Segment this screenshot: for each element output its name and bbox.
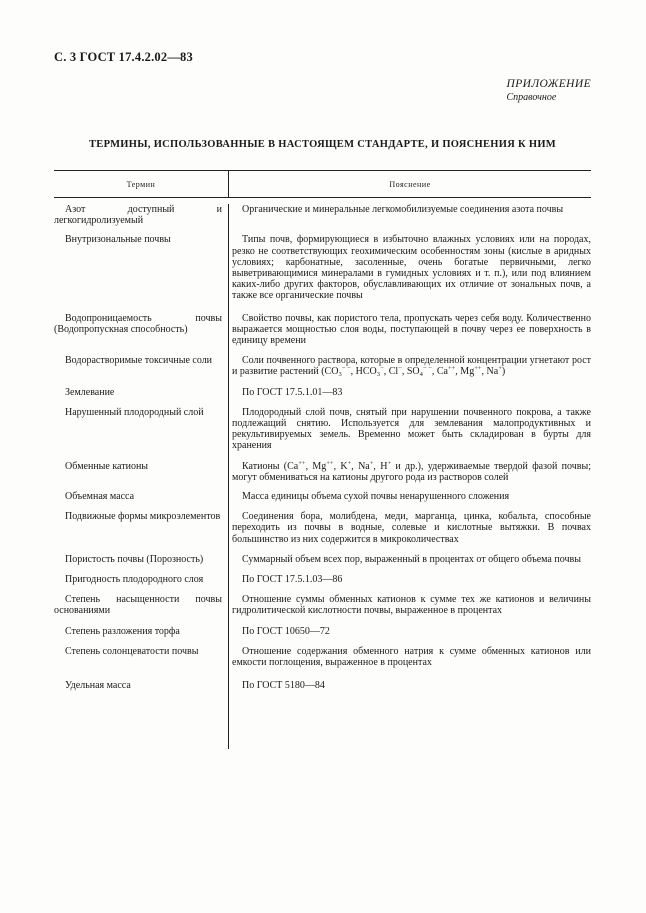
description-cell: Суммарный объем всех пор, выраженный в процентах от общего объема почвы	[242, 553, 581, 565]
term-cell: Землевание	[65, 386, 115, 398]
table-row	[54, 511, 591, 545]
table-row	[54, 204, 591, 226]
column-header-description: Пояснение	[389, 179, 431, 189]
appendix-label	[507, 78, 591, 104]
table-row	[54, 646, 591, 668]
term-cell: Степень насыщенности почвы основаниями	[54, 594, 222, 617]
document-title: ТЕРМИНЫ, ИСПОЛЬЗОВАННЫЕ В НАСТОЯЩЕМ СТАНДАРТЕ, И ПОЯСНЕНИЯ К НИМ	[88, 139, 557, 150]
term-cell: Объемная масса	[65, 491, 135, 503]
description-cell: Отношение содержания обменного натрия к сумме обменных катионов или емкости поглощения, выраженное в процентах	[232, 645, 591, 669]
table-header	[54, 171, 591, 198]
table-row	[54, 491, 591, 502]
term-cell: Обменные катионы	[65, 460, 149, 472]
term-cell: Степень солонцеватости почвы	[65, 645, 199, 657]
term-cell: Пористость почвы (Порозность)	[65, 553, 204, 565]
table-row	[54, 313, 591, 347]
table-row	[54, 387, 591, 398]
term-cell: Азот доступный и легкогидролизуемый	[54, 204, 222, 227]
table-row	[54, 407, 591, 452]
description-cell: Масса единицы объема сухой почвы ненарушенного сложения	[242, 491, 510, 503]
term-cell: Пригодность плодородного слоя	[65, 574, 204, 586]
term-cell: Подвижные формы микроэлементов	[65, 511, 221, 523]
table-row	[54, 554, 591, 565]
column-header-term: Термин	[54, 171, 229, 197]
terms-table	[54, 170, 591, 692]
term-cell: Степень разложения торфа	[65, 625, 180, 637]
table-body	[54, 204, 591, 692]
description-cell: Соединения бора, молибдена, меди, марганца, цинка, кобальта, способные переходить из почвы в водные, солевые и кислотные вытяжки. В почвах большинство из них содержится в микроколичествах	[232, 511, 591, 545]
appendix-subtitle: Справочное	[506, 92, 557, 103]
table-row	[54, 594, 591, 616]
table-row	[54, 461, 591, 483]
term-cell: Нарушенный плодородный слой	[65, 406, 204, 418]
description-cell: Отношение суммы обменных катионов к сумме тех же катионов и величины гидролитической кислотности почвы, выраженное в процентах	[232, 594, 591, 617]
description-cell: Органические и минеральные легкомобилизуемые соединения азота почвы	[242, 204, 564, 215]
page-header: С. 3 ГОСТ 17.4.2.02—83	[54, 50, 193, 64]
table-row	[54, 680, 591, 691]
description-cell: Свойство почвы, как пористого тела, пропускать через себя воду. Количественно выражается мощностью слоя воды, поступающей в почву через ее поверхность в единицу времени	[232, 312, 591, 347]
description-cell: Соли почвенного раствора, которые в определенной концентрации угнетают рост и развитие растений ($CO_3^{- -}$, $HCO_3^-$, Cl−, $SO_4^{- -}$, Ca++, Mg++, Na+)	[232, 355, 591, 379]
description-cell: Типы почв, формирующиеся в избыточно влажных условиях или на породах, резко не соответствующих геохимическим особенностям зоны (кислые в аридных условиях; карбонатные, засоленные, очень богатые первичными, легко выветривающимися минералами в гумидных условиях и т. п.), или под влиянием каких-либо других факторов, обуславливающих их отличие от зональных почв, а также все органические почвы	[232, 234, 591, 302]
description-cell: По ГОСТ 17.5.1.03—86	[242, 574, 343, 586]
description-cell: Плодородный слой почв, снятый при нарушении почвенного покрова, а также подлежащий снятию. Используется для землевания малопродуктивных и рекультивируемых земель. Временно может быть складирован в бурты для хранения	[232, 406, 591, 452]
table-row	[54, 574, 591, 585]
description-cell: По ГОСТ 17.5.1.01—83	[242, 386, 343, 398]
term-cell: Внутризональные почвы	[65, 234, 171, 246]
table-row	[54, 626, 591, 637]
term-cell: Водорастворимые токсичные соли	[65, 355, 213, 367]
description-cell: По ГОСТ 10650—72	[242, 625, 330, 637]
appendix-title: ПРИЛОЖЕНИЕ	[506, 78, 591, 90]
table-row	[54, 355, 591, 377]
description-cell: Катионы (Ca++, Mg++, K+, Na+, H+ и др.), удерживаемые твердой фазой почвы; могут обмениваться на катионы другого рода из растворов солей	[232, 459, 591, 483]
description-cell: По ГОСТ 5180—84	[242, 680, 325, 692]
term-cell: Водопроницаемость почвы (Водопропускная способность)	[54, 312, 222, 335]
term-cell: Удельная масса	[65, 680, 131, 692]
table-row	[54, 234, 591, 301]
